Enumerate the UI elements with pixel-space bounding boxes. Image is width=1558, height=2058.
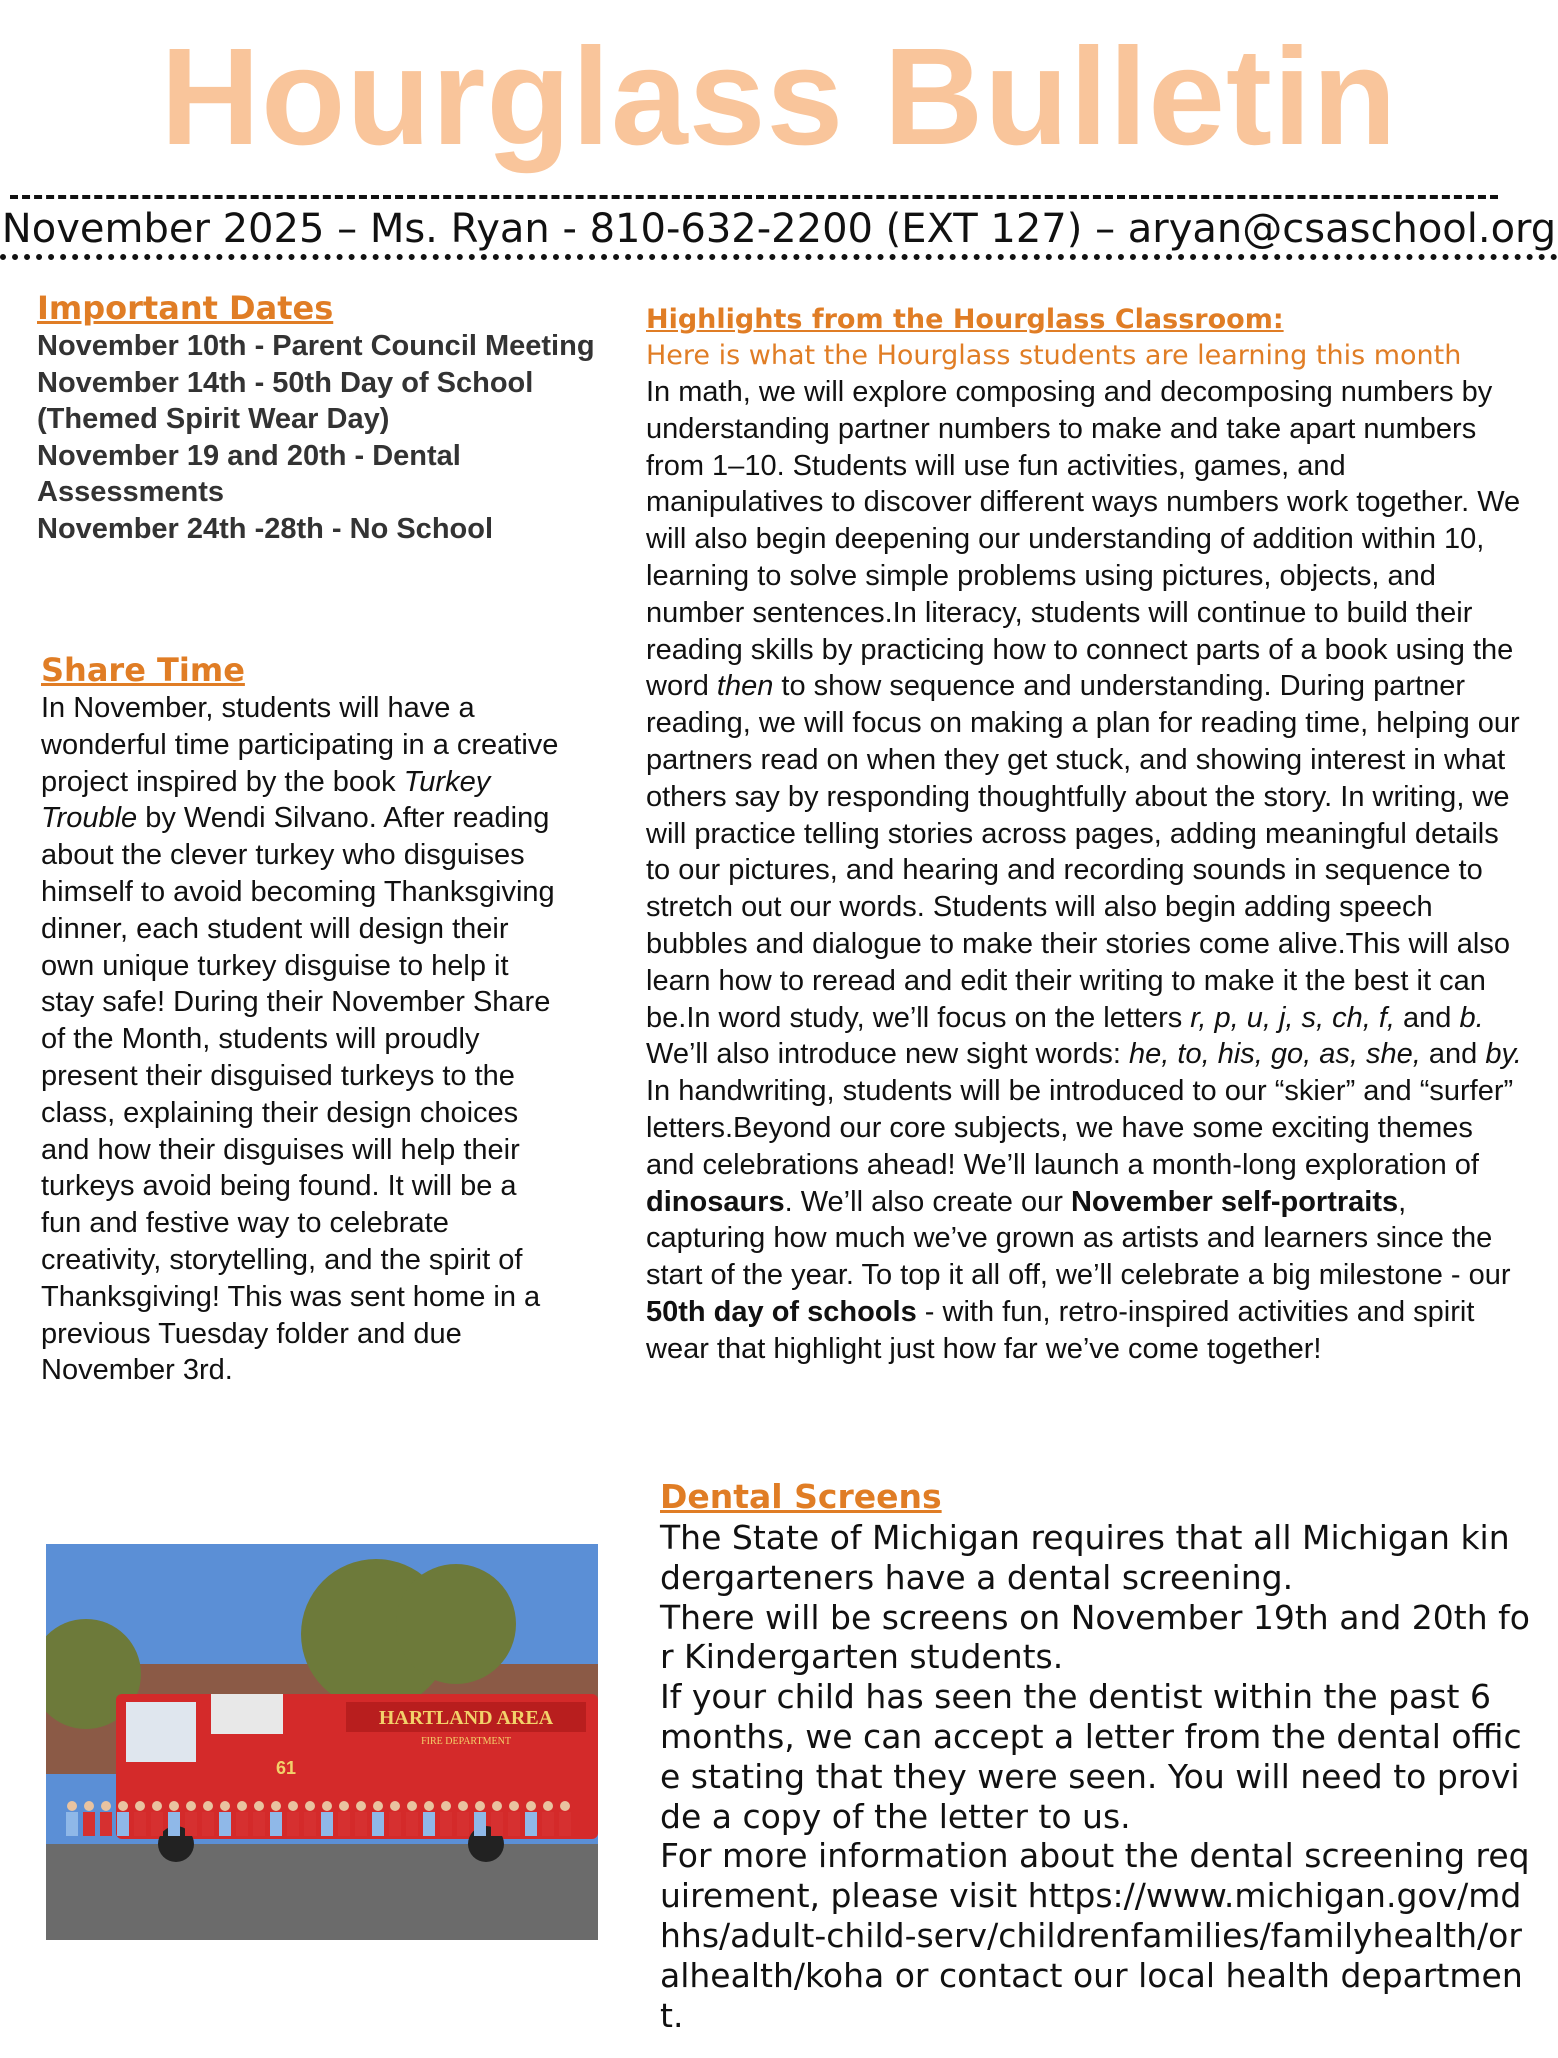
highlights-part: We’ll also introduce new sight words: [646, 1038, 1130, 1071]
student-figure [66, 1812, 78, 1836]
highlights-italic: r, p, u, j, s, ch, f, [1190, 1001, 1395, 1034]
highlights-subheading: Here is what the Hourglass students are learning this month [646, 340, 1462, 371]
dental-screens-heading: Dental Screens [660, 1477, 942, 1516]
student-head [152, 1801, 162, 1811]
student-figure [134, 1812, 146, 1836]
student-figure [542, 1812, 554, 1836]
student-figure [202, 1812, 214, 1836]
highlights-part: . We’ll also create our [784, 1185, 1071, 1218]
student-head [305, 1801, 315, 1811]
student-head [101, 1801, 111, 1811]
student-figure [270, 1812, 282, 1836]
highlights-part: to show sequence and understanding. During partner reading, we will focus on making a plan for reading time, helping our partners read on when they get stuck, and showing interest in what others say by responding thoughtfully about the story. In writing, we will practice telling stories across pages, adding meaningful details to our pictures, and hearing and recording sounds in sequence to stretch out our words. Students will also begin adding speech bubbles and dialogue to make their stories come alive.This will also learn how to reread and edit their writing to make it the best it can be.In word study, we’ll focus on the letters [646, 670, 1520, 1034]
highlights-bold: 50th day of schools [646, 1295, 917, 1328]
important-dates-heading: Important Dates [37, 289, 334, 327]
student-figure [355, 1812, 367, 1836]
student-head [203, 1801, 213, 1811]
student-figure [559, 1812, 571, 1836]
student-figure [338, 1812, 350, 1836]
date-item: November 10th - Parent Council Meeting [37, 330, 595, 362]
truck-compartment [211, 1694, 283, 1734]
photo-tree [396, 1564, 516, 1684]
student-figure [100, 1812, 112, 1836]
student-figure [389, 1812, 401, 1836]
student-head [526, 1801, 536, 1811]
header-divider-bottom [0, 254, 1558, 260]
student-head [390, 1801, 400, 1811]
student-head [543, 1801, 553, 1811]
highlights-bold: dinosaurs [646, 1185, 785, 1218]
student-figure [185, 1812, 197, 1836]
student-figure [457, 1812, 469, 1836]
student-head [441, 1801, 451, 1811]
share-time-intro: In November, students will have a wonderful time participating in a creative project inspired by the book [41, 692, 559, 798]
student-head [254, 1801, 264, 1811]
dental-screens-section [660, 1476, 1530, 2035]
student-head [509, 1801, 519, 1811]
header-divider-top [10, 195, 1498, 199]
photo-pavement [46, 1844, 598, 1940]
highlights-part: In handwriting, students will be introduced to our “skier” and “surfer” letters.Beyond our core subjects, we have some exciting themes and celebrations ahead! We’ll launch a month-long exploration of [646, 1075, 1514, 1181]
student-figure [304, 1812, 316, 1836]
dental-line: The State of Michigan requires that all Michigan kindergarteners have a dental screening. [660, 1518, 1510, 1597]
share-time-heading: Share Time [41, 651, 245, 689]
student-figure [508, 1812, 520, 1836]
student-figure [219, 1812, 231, 1836]
student-head [237, 1801, 247, 1811]
student-figure [423, 1812, 435, 1836]
highlights-italic: b. [1459, 1001, 1484, 1034]
share-time-section [41, 650, 561, 1389]
book-title: Turkey Trouble [41, 765, 491, 835]
highlights-part: In math, we will explore composing and decomposing numbers by understanding partner numbers to make and take apart numbers from 1–10. Students will use fun activities, games, and manipulatives to discover different ways numbers work together. We will also begin deepening our understanding of addition within 10, learning to solve simple problems using pictures, objects, and number sentences.In literacy, students will continue to build their reading skills by practicing how to connect parts of a book using the word [646, 376, 1521, 703]
student-figure [491, 1812, 503, 1836]
student-head [84, 1801, 94, 1811]
student-head [135, 1801, 145, 1811]
student-head [373, 1801, 383, 1811]
photo-illustration [46, 1544, 598, 1940]
important-dates-section [37, 288, 597, 547]
student-head [169, 1801, 179, 1811]
highlights-heading: Highlights from the Hourglass Classroom: [646, 304, 1284, 335]
date-item: November 14th - 50th Day of School (Themed Spirit Wear Day) [37, 366, 534, 435]
dental-line: If your child has seen the dentist within the past 6 months, we can accept a letter from the dental office stating that they were seen. You will need to provide a copy of the letter to us. [660, 1677, 1522, 1836]
student-figure [525, 1812, 537, 1836]
student-figure [321, 1812, 333, 1836]
student-figure [83, 1812, 95, 1836]
highlights-bold: November self-portraits [1070, 1185, 1399, 1218]
student-head [356, 1801, 366, 1811]
dental-line: There will be screens on November 19th and 20th for Kindergarten students. [660, 1597, 1530, 1677]
student-figure [287, 1812, 299, 1836]
student-head [186, 1801, 196, 1811]
truck-cab-window [126, 1702, 196, 1762]
contact-line: November 2025 – Ms. Ryan - 810-632-2200 (EXT 127) – aryan@csaschool.org [1, 206, 1557, 252]
student-head [322, 1801, 332, 1811]
student-figure [406, 1812, 418, 1836]
highlights-text [646, 374, 1526, 1368]
student-figure [151, 1812, 163, 1836]
student-figure [440, 1812, 452, 1836]
highlights-part: , capturing how much we’ve grown as artists and learners since the start of the year. To top it all off, we’ll celebrate a big milestone - our [646, 1185, 1511, 1292]
date-item: November 24th -28th - No School [37, 512, 494, 545]
highlights-part: - with fun, retro-inspired activities and spirit wear that highlight just how far we’ve come together! [646, 1295, 1475, 1365]
student-head [339, 1801, 349, 1811]
student-head [424, 1801, 434, 1811]
highlights-part: and [1394, 1001, 1460, 1034]
student-head [407, 1801, 417, 1811]
highlights-italic: he, to, his, go, as, she, [1129, 1038, 1421, 1071]
student-head [271, 1801, 281, 1811]
student-figure [372, 1812, 384, 1836]
truck-subtext: FIRE DEPARTMENT [421, 1736, 511, 1747]
bulletin-title: Hourglass Bulletin [160, 20, 1398, 174]
share-time-body: by Wendi Silvano. After reading about the clever turkey who disguises himself to avoid becoming Thanksgiving dinner, each student will design their own unique turkey disguise to help it stay safe! During their November Share of the Month, students will proudly present their disguised turkeys to the class, explaining their design choices and how their disguises will help their turkeys avoid being found. It will be a fun and festive way to celebrate creativity, storytelling, and the spirit of Thanksgiving! This was sent home in a previous Tuesday folder and due November 3rd. [41, 802, 555, 1387]
highlights-part: and [1420, 1038, 1486, 1071]
student-figure [474, 1812, 486, 1836]
student-head [220, 1801, 230, 1811]
student-figure [253, 1812, 265, 1836]
student-head [458, 1801, 468, 1811]
date-item: November 19 and 20th - Dental Assessments [37, 439, 461, 508]
student-head [67, 1801, 77, 1811]
student-head [118, 1801, 128, 1811]
class-fire-truck-photo [46, 1544, 598, 1940]
student-figure [117, 1812, 129, 1836]
highlights-section [646, 302, 1526, 1368]
dental-line: For more information about the dental screening requirement, please visit https://www.michigan.gov/mdhhs/adult-child-serv/childrenfamilies/familyhealth/oralhealth/koha or contact our local health department. [660, 1836, 1530, 2035]
student-figure [168, 1812, 180, 1836]
student-head [288, 1801, 298, 1811]
student-head [560, 1801, 570, 1811]
student-figure [236, 1812, 248, 1836]
share-time-text [41, 690, 561, 1389]
highlights-italic: then [716, 670, 774, 703]
engine-number: 61 [275, 1758, 297, 1778]
student-head [492, 1801, 502, 1811]
truck-name: HARTLAND AREA [378, 1707, 554, 1729]
highlights-italic: by. [1485, 1038, 1522, 1071]
student-head [475, 1801, 485, 1811]
